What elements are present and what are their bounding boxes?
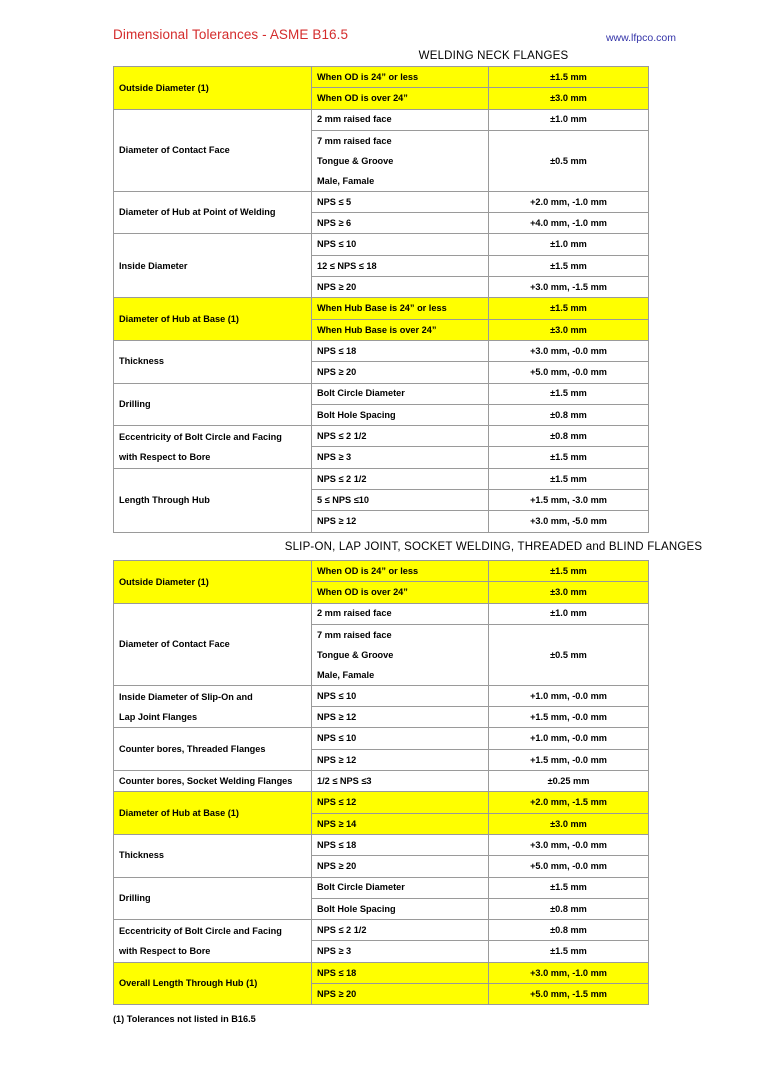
condition-cell (312, 130, 489, 191)
condition-cell: 12 ≤ NPS ≤ 18 (312, 255, 489, 276)
condition-cell: NPS ≤ 18 (312, 340, 489, 361)
tolerance-cell: ±1.0 mm (489, 603, 649, 624)
condition-cell: When OD is 24” or less (312, 67, 489, 88)
tolerance-cell: ±1.5 mm (489, 383, 649, 404)
table-row (114, 468, 649, 489)
tolerance-cell: +1.5 mm, -0.0 mm (489, 749, 649, 770)
condition-line: Male, Famale (317, 669, 375, 680)
document-header (0, 0, 768, 44)
table-row (114, 728, 649, 749)
page-title: Dimensional Tolerances - ASME B16.5 (113, 27, 349, 42)
tolerance-cell: +1.5 mm, -0.0 mm (489, 707, 649, 728)
condition-cell: NPS ≤ 10 (312, 234, 489, 255)
condition-cell: NPS ≥ 14 (312, 813, 489, 834)
condition-cell: NPS ≥ 20 (312, 856, 489, 877)
condition-cell: NPS ≥ 20 (312, 277, 489, 298)
condition-cell: When OD is 24” or less (312, 561, 489, 582)
parameter-cell: Diameter of Hub at Point of Welding (114, 191, 312, 234)
tolerance-cell: +1.5 mm, -3.0 mm (489, 490, 649, 511)
footnote: (1) Tolerances not listed in B16.5 (113, 1014, 256, 1024)
condition-line: Male, Famale (317, 175, 375, 186)
tolerance-cell: +2.0 mm, -1.5 mm (489, 792, 649, 813)
condition-cell: NPS ≥ 12 (312, 707, 489, 728)
condition-cell: Bolt Circle Diameter (312, 877, 489, 898)
table-row (114, 234, 649, 255)
tolerance-table-slip-on (113, 560, 649, 1005)
table-row (114, 298, 649, 319)
parameter-cell: Diameter of Hub at Base (1) (114, 298, 312, 341)
tolerance-cell: ±1.5 mm (489, 298, 649, 319)
tolerance-cell: +3.0 mm, -0.0 mm (489, 340, 649, 361)
table-row (114, 792, 649, 813)
tolerance-cell: ±1.5 mm (489, 941, 649, 962)
table-row (114, 67, 649, 88)
parameter-line: Lap Joint Flanges (119, 711, 198, 722)
parameter-cell: Diameter of Hub at Base (1) (114, 792, 312, 835)
section-caption-welding-neck: WELDING NECK FLANGES (418, 50, 569, 62)
parameter-cell: Drilling (114, 383, 312, 426)
tolerance-cell: ±3.0 mm (489, 813, 649, 834)
condition-cell: Bolt Hole Spacing (312, 404, 489, 425)
tolerance-cell: ±3.0 mm (489, 582, 649, 603)
tolerance-cell: +1.0 mm, -0.0 mm (489, 685, 649, 706)
condition-cell: When Hub Base is 24” or less (312, 298, 489, 319)
table-row (114, 962, 649, 983)
condition-cell (312, 624, 489, 685)
tolerance-cell: ±1.5 mm (489, 877, 649, 898)
tolerance-cell: ±1.5 mm (489, 468, 649, 489)
condition-cell: NPS ≤ 12 (312, 792, 489, 813)
tolerance-table-welding-neck (113, 66, 649, 533)
parameter-cell (114, 685, 312, 728)
table-row (114, 383, 649, 404)
website-link[interactable]: www.lfpco.com (605, 32, 676, 44)
table-row (114, 771, 649, 792)
tolerance-cell: ±0.8 mm (489, 898, 649, 919)
condition-cell: NPS ≤ 10 (312, 728, 489, 749)
tolerance-cell: +3.0 mm, -1.5 mm (489, 277, 649, 298)
parameter-line: with Respect to Bore (119, 945, 211, 956)
tolerance-cell: ±0.25 mm (489, 771, 649, 792)
tolerance-cell: ±0.8 mm (489, 426, 649, 447)
table-row (114, 877, 649, 898)
condition-cell: 2 mm raised face (312, 603, 489, 624)
tolerance-cell: +4.0 mm, -1.0 mm (489, 213, 649, 234)
condition-line: 7 mm raised face (317, 629, 392, 640)
parameter-cell: Diameter of Contact Face (114, 603, 312, 685)
table-row (114, 685, 649, 706)
tolerance-cell: +1.0 mm, -0.0 mm (489, 728, 649, 749)
tolerance-cell: ±1.0 mm (489, 109, 649, 130)
condition-cell: NPS ≤ 2 1/2 (312, 426, 489, 447)
tolerance-cell: ±0.8 mm (489, 920, 649, 941)
parameter-line: Eccentricity of Bolt Circle and Facing (119, 925, 282, 936)
condition-cell: NPS ≤ 18 (312, 834, 489, 855)
condition-line: Tongue & Groove (317, 155, 394, 166)
table-row (114, 603, 649, 624)
parameter-cell (114, 920, 312, 963)
tolerance-cell: +5.0 mm, -0.0 mm (489, 856, 649, 877)
tolerance-cell: ±1.0 mm (489, 234, 649, 255)
tolerance-cell: ±3.0 mm (489, 319, 649, 340)
tolerance-cell: +3.0 mm, -0.0 mm (489, 834, 649, 855)
condition-cell: 1/2 ≤ NPS ≤3 (312, 771, 489, 792)
condition-cell: NPS ≤ 2 1/2 (312, 920, 489, 941)
parameter-cell: Counter bores, Socket Welding Flanges (114, 771, 312, 792)
table-row (114, 920, 649, 941)
tolerance-cell: +3.0 mm, -5.0 mm (489, 511, 649, 532)
condition-cell: Bolt Circle Diameter (312, 383, 489, 404)
tolerance-cell: ±0.5 mm (489, 624, 649, 685)
parameter-cell (114, 426, 312, 469)
parameter-cell: Drilling (114, 877, 312, 920)
tolerance-cell: +5.0 mm, -1.5 mm (489, 984, 649, 1005)
tolerance-cell: ±1.5 mm (489, 561, 649, 582)
table-row (114, 340, 649, 361)
parameter-cell: Overall Length Through Hub (1) (114, 962, 312, 1005)
parameter-line: Eccentricity of Bolt Circle and Facing (119, 431, 282, 442)
parameter-cell: Thickness (114, 340, 312, 383)
tolerance-cell: +2.0 mm, -1.0 mm (489, 191, 649, 212)
condition-cell: Bolt Hole Spacing (312, 898, 489, 919)
condition-line: Tongue & Groove (317, 649, 394, 660)
tolerance-cell: ±1.5 mm (489, 447, 649, 468)
table-row (114, 834, 649, 855)
tolerance-cell: ±1.5 mm (489, 67, 649, 88)
tolerance-cell: ±0.5 mm (489, 130, 649, 191)
table-row (114, 561, 649, 582)
condition-cell: NPS ≤ 2 1/2 (312, 468, 489, 489)
tolerance-cell: ±0.8 mm (489, 404, 649, 425)
parameter-cell: Outside Diameter (1) (114, 561, 312, 604)
condition-cell: NPS ≥ 3 (312, 941, 489, 962)
parameter-line: Inside Diameter of Slip-On and (119, 691, 253, 702)
table-row (114, 109, 649, 130)
condition-cell: 2 mm raised face (312, 109, 489, 130)
condition-cell: When Hub Base is over 24” (312, 319, 489, 340)
condition-cell: 5 ≤ NPS ≤10 (312, 490, 489, 511)
tolerance-cell: ±3.0 mm (489, 88, 649, 109)
tolerance-cell: +3.0 mm, -1.0 mm (489, 962, 649, 983)
parameter-cell: Diameter of Contact Face (114, 109, 312, 191)
condition-cell: NPS ≥ 20 (312, 984, 489, 1005)
parameter-cell: Counter bores, Threaded Flanges (114, 728, 312, 771)
parameter-cell: Thickness (114, 834, 312, 877)
section-caption-slip-on: SLIP-ON, LAP JOINT, SOCKET WELDING, THREADED and BLIND FLANGES (284, 541, 703, 553)
table-body (114, 67, 649, 533)
condition-cell: NPS ≤ 10 (312, 685, 489, 706)
parameter-line: with Respect to Bore (119, 451, 211, 462)
condition-line: 7 mm raised face (317, 135, 392, 146)
condition-cell: When OD is over 24” (312, 582, 489, 603)
table-body (114, 561, 649, 1005)
table-row (114, 191, 649, 212)
table-row (114, 426, 649, 447)
condition-cell: NPS ≥ 6 (312, 213, 489, 234)
tolerance-cell: ±1.5 mm (489, 255, 649, 276)
tolerance-cell: +5.0 mm, -0.0 mm (489, 362, 649, 383)
parameter-cell: Inside Diameter (114, 234, 312, 298)
condition-cell: NPS ≤ 5 (312, 191, 489, 212)
condition-cell: NPS ≥ 20 (312, 362, 489, 383)
condition-cell: When OD is over 24” (312, 88, 489, 109)
condition-cell: NPS ≥ 12 (312, 749, 489, 770)
condition-cell: NPS ≤ 18 (312, 962, 489, 983)
parameter-cell: Outside Diameter (1) (114, 67, 312, 110)
condition-cell: NPS ≥ 12 (312, 511, 489, 532)
condition-cell: NPS ≥ 3 (312, 447, 489, 468)
parameter-cell: Length Through Hub (114, 468, 312, 532)
